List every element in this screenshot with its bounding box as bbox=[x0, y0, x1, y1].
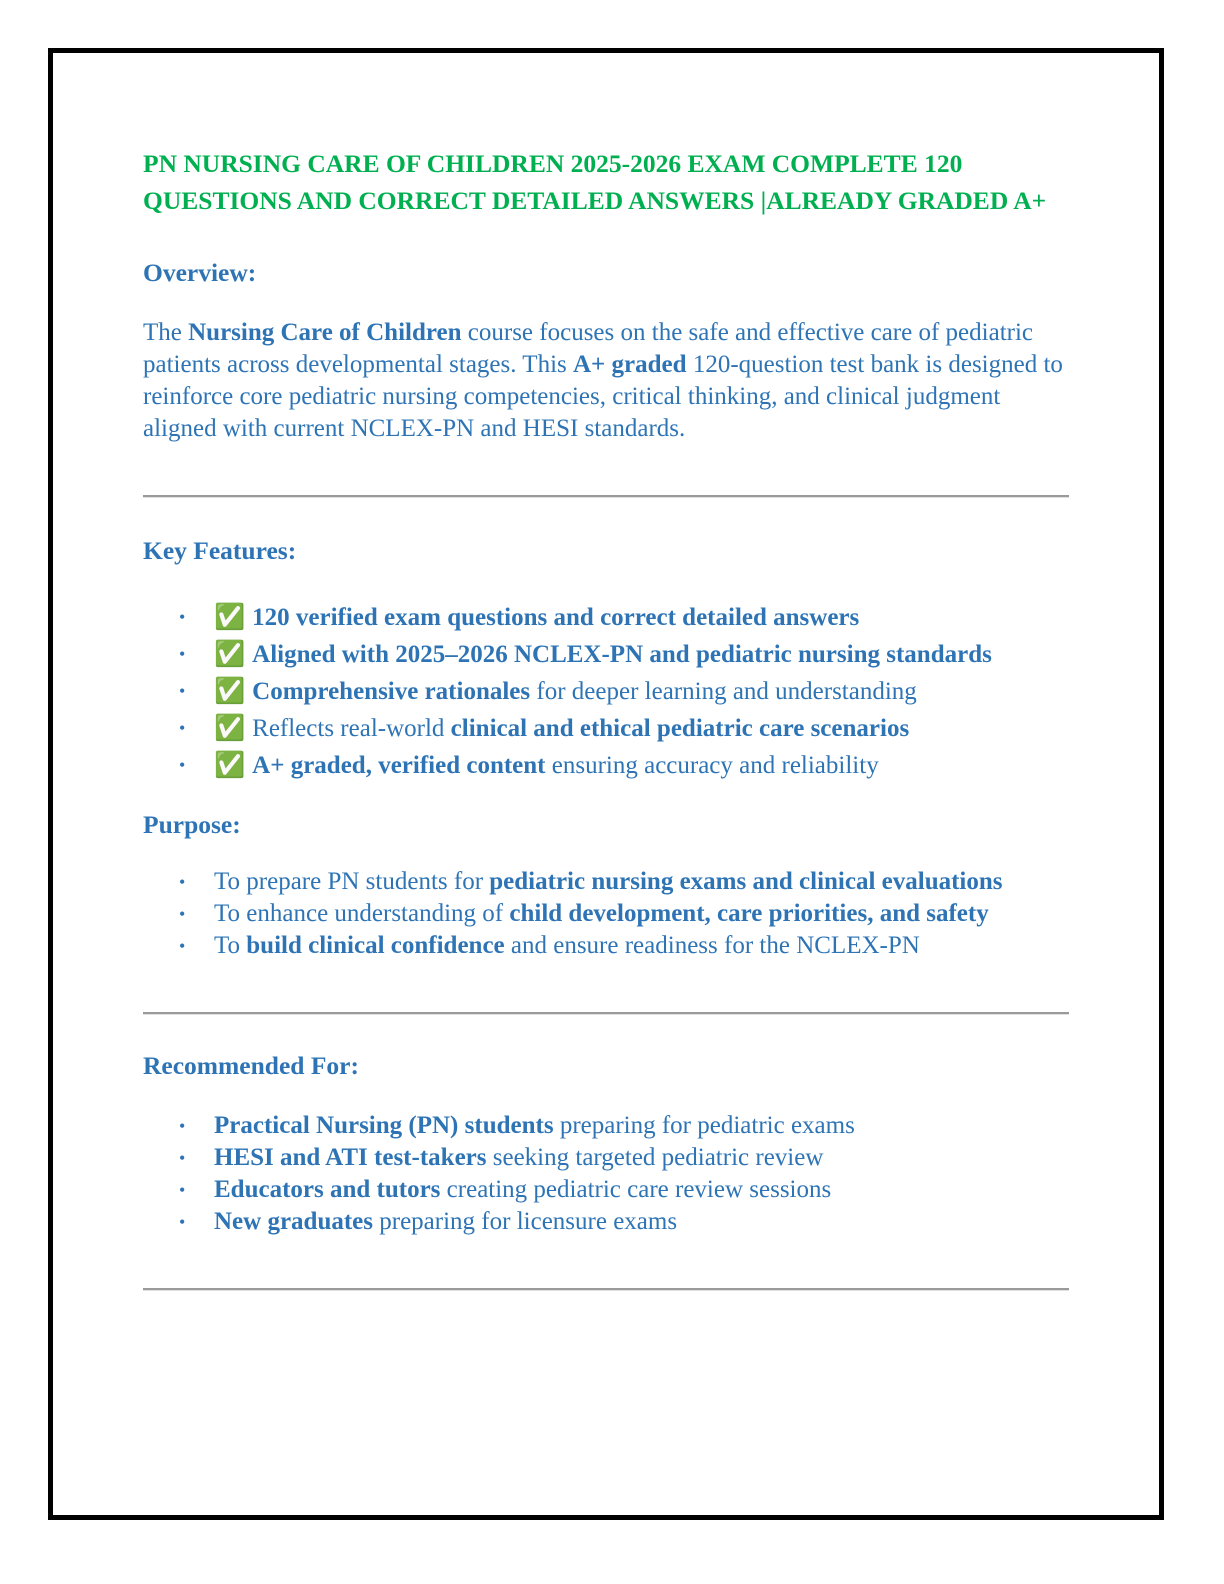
key-features-heading: Key Features: bbox=[143, 536, 297, 565]
purpose-list bbox=[143, 866, 1073, 962]
bold-phrase: New graduates bbox=[214, 1208, 374, 1235]
list-item: • HESI and ATI test-takers seeking targeted pediatric review bbox=[143, 1142, 1073, 1174]
bold-phrase: A+ graded, verified content bbox=[252, 752, 546, 779]
bullet-icon: • bbox=[179, 1148, 186, 1168]
check-icon: ✅ bbox=[214, 678, 246, 705]
bold-phrase: child development, care priorities, and safety bbox=[509, 900, 989, 927]
check-icon: ✅ bbox=[214, 604, 246, 631]
bold-phrase: clinical and ethical pediatric care scenarios bbox=[450, 715, 910, 742]
list-item: • To prepare PN students for pediatric nursing exams and clinical evaluations bbox=[143, 866, 1073, 898]
overview-heading: Overview: bbox=[143, 258, 257, 287]
list-item: • Educators and tutors creating pediatric care review sessions bbox=[143, 1174, 1073, 1206]
list-item: • Practical Nursing (PN) students preparing for pediatric exams bbox=[143, 1110, 1073, 1142]
purpose-heading: Purpose: bbox=[143, 810, 241, 839]
list-item bbox=[143, 636, 1073, 673]
bullet-icon: • bbox=[179, 755, 186, 775]
overview-bold-course: Nursing Care of Children bbox=[188, 319, 462, 346]
overview-bold-grade: A+ graded bbox=[573, 351, 687, 378]
bullet-icon: • bbox=[179, 607, 186, 627]
bullet-icon: • bbox=[179, 936, 186, 956]
bold-phrase: 120 verified exam questions and correct detailed answers bbox=[252, 604, 860, 631]
document-content bbox=[143, 145, 1073, 1291]
bullet-icon: • bbox=[179, 872, 186, 892]
bullet-icon: • bbox=[179, 644, 186, 664]
bullet-icon: • bbox=[179, 1180, 186, 1200]
list-item: • New graduates preparing for licensure exams bbox=[143, 1206, 1073, 1238]
bullet-icon: • bbox=[179, 1116, 186, 1136]
bullet-icon: • bbox=[179, 1212, 186, 1232]
list-item: • To build clinical confidence and ensure readiness for the NCLEX-PN bbox=[143, 930, 1073, 962]
check-icon: ✅ bbox=[214, 752, 246, 779]
bold-phrase: Comprehensive rationales bbox=[252, 678, 531, 705]
bold-phrase: Practical Nursing (PN) students bbox=[214, 1112, 554, 1139]
list-item: • ✅ A+ graded, verified content ensuring accuracy and reliability bbox=[143, 747, 1073, 784]
bold-phrase: pediatric nursing exams and clinical evaluations bbox=[489, 868, 1003, 895]
bold-phrase: Aligned with 2025–2026 NCLEX-PN and pediatric nursing standards bbox=[252, 641, 992, 668]
bold-phrase: HESI and ATI test-takers bbox=[214, 1144, 487, 1171]
list-item bbox=[143, 599, 1073, 636]
divider bbox=[143, 1288, 1069, 1291]
list-item: • ✅ Comprehensive rationales for deeper learning and understanding bbox=[143, 673, 1073, 710]
recommended-list bbox=[143, 1110, 1073, 1238]
overview-paragraph: The Nursing Care of Children course focuses on the safe and effective care of pediatric patients across developmental stages. This A+ graded 120-question test bank is designed to reinforce core pediatric nursing competencies, critical thinking, and clinical judgment aligned with current NCLEX-PN and HESI standards. bbox=[143, 319, 1063, 442]
list-item: • To enhance understanding of child development, care priorities, and safety bbox=[143, 898, 1073, 930]
bullet-icon: • bbox=[179, 904, 186, 924]
bullet-icon: • bbox=[179, 681, 186, 701]
list-item: • ✅ Reflects real-world clinical and ethical pediatric care scenarios bbox=[143, 710, 1073, 747]
document-title: PN NURSING CARE OF CHILDREN 2025-2026 EXAM COMPLETE 120 QUESTIONS AND CORRECT DETAILED ANSWERS |ALREADY GRADED A+ bbox=[143, 149, 1047, 215]
bold-phrase: build clinical confidence bbox=[246, 932, 505, 959]
bullet-icon: • bbox=[179, 718, 186, 738]
check-icon: ✅ bbox=[214, 641, 246, 668]
key-features-list bbox=[143, 599, 1073, 784]
bold-phrase: Educators and tutors bbox=[214, 1176, 441, 1203]
recommended-heading: Recommended For: bbox=[143, 1051, 359, 1080]
check-icon: ✅ bbox=[214, 715, 246, 742]
